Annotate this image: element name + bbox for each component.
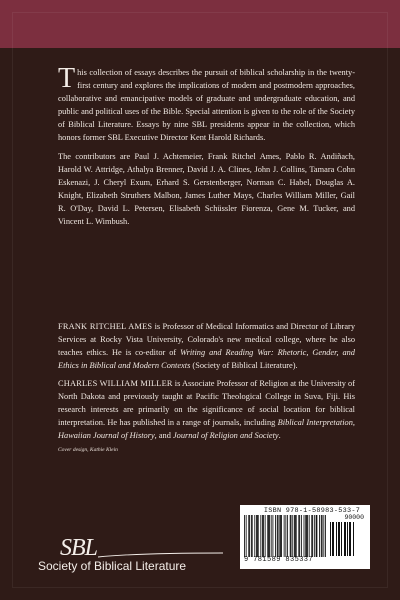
barcode-bar: [312, 515, 313, 557]
cover-design-credit: Cover design, Kathie Klein: [58, 447, 118, 453]
barcode-bar: [317, 515, 318, 557]
barcode-bar: [298, 515, 299, 557]
journal-separator: , and: [154, 431, 173, 440]
barcode-bar: [287, 515, 288, 557]
journal-title: Hawaiian Journal of History: [58, 431, 155, 440]
barcode-bar: [307, 515, 308, 557]
bio-miller-end: .: [278, 431, 281, 440]
barcode-bar: [296, 515, 297, 557]
barcode-bar: [284, 515, 285, 557]
addon-barcode-bar: [339, 522, 340, 556]
barcode-bar: [272, 515, 273, 557]
barcode-bar: [323, 515, 324, 557]
bio-miller: [58, 377, 355, 442]
back-cover-description: [58, 63, 355, 228]
barcode-bar: [291, 515, 292, 557]
author-bios: [58, 320, 355, 453]
barcode-bar: [244, 515, 245, 557]
barcode-bar: [304, 515, 305, 557]
addon-barcode-bar: [345, 522, 346, 556]
publisher-name: Society of Biblical Literature: [38, 559, 187, 573]
barcode-bar: [311, 515, 312, 557]
addon-barcode-bar: [341, 522, 342, 556]
journal-separator: ,: [352, 418, 355, 427]
addon-barcode-bar: [338, 522, 339, 556]
barcode-bar: [322, 515, 323, 557]
bio-ames-name: FRANK RITCHEL AMES: [58, 322, 153, 331]
bio-miller-name: CHARLES WILLIAM MILLER: [58, 379, 173, 388]
barcode-bar: [285, 515, 286, 557]
barcode-bar: [301, 515, 302, 557]
barcode-bar: [257, 515, 258, 557]
barcode-bar: [279, 515, 280, 557]
barcode-bar: [252, 515, 253, 557]
barcode-bar: [260, 515, 261, 557]
ean-barcode-bars: [244, 515, 326, 557]
barcode-bar: [248, 515, 249, 557]
barcode-bar: [275, 515, 276, 557]
barcode-bar: [249, 515, 250, 557]
barcode-bar: [280, 515, 281, 557]
barcode-bar: [316, 515, 317, 557]
sbl-logo-text: SBL: [60, 535, 98, 561]
barcode-bar: [319, 515, 320, 557]
barcode-bar: [251, 515, 252, 557]
barcode-addon-number: 90000: [344, 514, 364, 521]
bio-ames: [58, 320, 355, 372]
barcode-bar: [292, 515, 293, 557]
barcode-bar: [305, 515, 306, 557]
barcode-bar: [299, 515, 300, 557]
barcode-bar: [268, 515, 269, 557]
intro-text: his collection of essays describes the pursuit of biblical scholarship in the twenty-first century and explores the implications of modern and postmodern approaches, collaborative and emancipative models of graduate and undergraduate education, and public and political uses of the Bible. Special attention is given to the role of the Society of Biblical Literature. Essays by nine SBL presidents appear in the collection, which honors former SBL Executive Director Kent Harold Richards.: [58, 68, 355, 142]
addon-barcode-bar: [330, 522, 331, 556]
barcode-bar: [321, 515, 322, 557]
barcode-bar: [262, 515, 263, 557]
barcode-bar: [309, 515, 310, 557]
addon-barcode-bar: [349, 522, 350, 556]
barcode-bar: [306, 515, 307, 557]
barcode-bar: [267, 515, 268, 557]
addon-barcode-bar: [344, 522, 345, 556]
contributors-paragraph: The contributors are Paul J. Achtemeier, Frank Ritchel Ames, Pablo R. Andiñach, Harold W. Attridge, Athalya Brenner, David J. A. Clines, John J. Collins, Tamara Cohn Eskenazi, J. Cheryl Exum, Erhard S. Gerstenberger, Norman C. Habel, Douglas A. Knight, Elizabeth Struthers Malbon, James Luther Mays, Charles William Miller, Gail R. O'Day, David L. Petersen, Elisabeth Schüssler Fiorenza, Gene M. Tucker, and Vincent L. Wimbush.: [58, 152, 355, 226]
barcode-bar: [254, 515, 255, 557]
addon-barcode-bar: [353, 522, 354, 556]
barcode-bar: [269, 515, 270, 557]
barcode-bars-row: [244, 515, 366, 557]
barcode-bar: [294, 515, 295, 557]
barcode-bar: [314, 515, 315, 557]
addon-barcode-bar: [332, 522, 333, 556]
barcode-bar: [277, 515, 278, 557]
ean-number: 9 781589 835337: [244, 556, 314, 564]
bio-ames-text: is Professor of Medical Informatics and Director of Library Services at Rocky Vista University, Colorado's new medical college, where he also teaches ethics. He is co-editor of: [58, 322, 355, 357]
addon-barcode-bars: [330, 522, 354, 556]
addon-barcode-bar: [347, 522, 348, 556]
addon-barcode-bar: [350, 522, 351, 556]
isbn-label: ISBN 978-1-58983-533-7: [263, 507, 361, 515]
bio-miller-text: is Associate Professor of Religion at the University of North Dakota and previously taught at Pacific Theological College in Suva, Fiji. His research interests are primarily on the significance of social location for biblical interpretation. He has published in a range of journals, including: [58, 379, 355, 427]
addon-barcode-bar: [333, 522, 334, 556]
bio-ames-book-title: Writing and Reading War: Rhetoric, Gender, and Ethics in Biblical and Modern Contexts: [58, 348, 355, 370]
barcode-bar: [278, 515, 279, 557]
addon-barcode-bar: [336, 522, 337, 556]
barcode-bar: [265, 515, 266, 557]
barcode-bar: [325, 515, 326, 557]
logo-swash-line: [98, 553, 223, 557]
drop-cap: T: [58, 63, 76, 94]
bio-ames-publisher: (Society of Biblical Literature).: [190, 361, 298, 370]
intro-paragraph: [58, 63, 355, 144]
isbn-barcode: [240, 505, 370, 569]
barcode-bar: [290, 515, 291, 557]
barcode-bar: [271, 515, 272, 557]
barcode-bar: [256, 515, 257, 557]
journal-title: Journal of Religion and Society: [172, 431, 279, 440]
barcode-bar: [263, 515, 264, 557]
barcode-bar: [281, 515, 282, 557]
barcode-bar: [295, 515, 296, 557]
barcode-bar: [258, 515, 259, 557]
top-color-band: [0, 0, 400, 48]
journal-title: Biblical Interpretation: [277, 418, 353, 427]
barcode-bar: [246, 515, 247, 557]
